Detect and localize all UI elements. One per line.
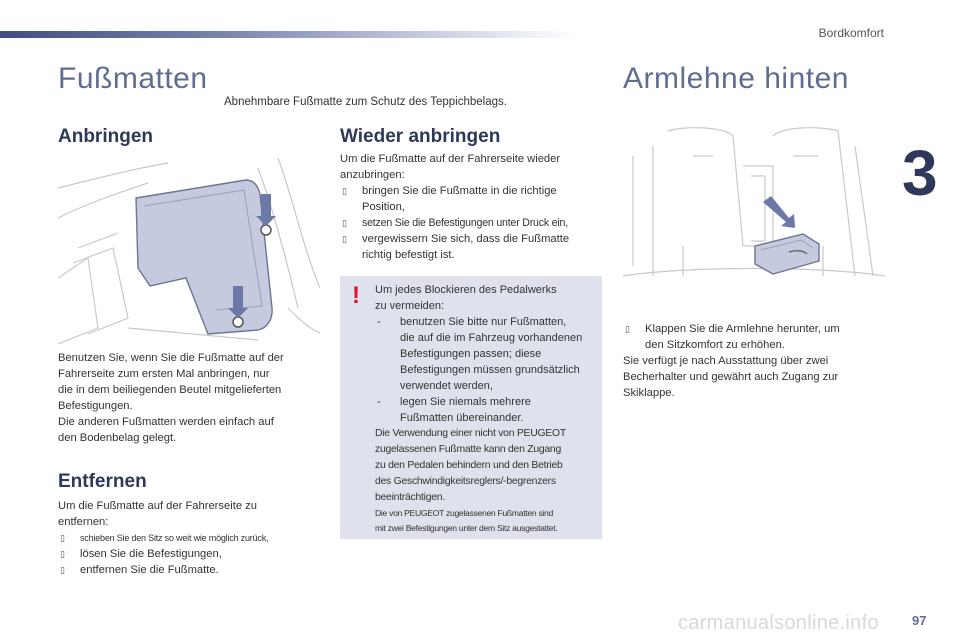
warning-box [340,276,602,539]
heading-wieder-anbringen: Wieder anbringen [340,126,501,147]
install-text: Benutzen Sie, wenn Sie die Fußmatte auf der Fahrerseite zum ersten Mal anbringen, nur die in dem beiliegenden Beutel mitgelieferten Befestigungen. Die anderen Fußmatten werden einfach auf den Bodenbelag gelegt. [58,352,284,444]
bullet-icon: ▯ [60,565,65,575]
list-item: ▯ lösen Sie die Befestigungen, [60,548,222,560]
remove-section: Um die Fußmatte auf der Fahrerseite zu entfernen: ▯ schieben Sie den Sitz so weit wie möglich zurück, ▯ lösen Sie die Befestigungen, ▯ entfernen Sie die Fußmatte. [58,498,328,578]
heading-anbringen: Anbringen [58,126,153,147]
list-item: ▯ bringen Sie die Fußmatte in die richtige Position, [342,185,557,213]
bullet-icon: ▯ [625,324,630,334]
bullet-icon: ▯ [60,533,65,543]
warning-text: Um jedes Blockieren des Pedalwerks zu vermeiden: - benutzen Sie bitte nur Fußmatten, die auf die im Fahrzeug vorhandenen Befestigungen passen; diese Befestigungen müssen grundsätzlich verwendet werden, - legen Sie niemals mehrere Fußmatten übereinander. Die Verwendung einer nicht von PEUGEOT zugelassenen Fußmatte kann den Zugang zu den Pedalen behindern und den Betrieb des Geschwindigkeitsreglers/-begrenzers beeinträchtigen. Die von PEUGEOT zugelassenen Fußmatten sind mit zwei Befestigungen unter dem Sitz ausgestattet. [375,282,597,536]
armrest-illustration [623,126,885,312]
page-subtitle: Abnehmbare Fußmatte zum Schutz des Teppichbelags. [224,96,507,108]
bullet-icon: ▯ [342,186,347,196]
list-item: ▯ vergewissern Sie sich, dass die Fußmatte richtig befestigt ist. [342,233,570,261]
warning-item: - benutzen Sie bitte nur Fußmatten, die auf die im Fahrzeug vorhandenen Befestigungen passen; diese Befestigungen müssen grundsätzlich verwendet werden, [377,316,583,392]
armrest-section: ▯ Klappen Sie die Armlehne herunter, um den Sitzkomfort zu erhöhen. Sie verfügt je nach Ausstattung über zwei Becherhalter und gewährt auch Zugang zur Skiklappe. [623,321,893,401]
heading-entfernen: Entfernen [58,471,147,492]
list-item: ▯ schieben Sie den Sitz so weit wie möglich zurück, [58,530,328,546]
list-item: ▯ Klappen Sie die Armlehne herunter, um den Sitzkomfort zu erhöhen. [625,323,840,351]
warning-footnote: Die von PEUGEOT zugelassenen Fußmatten sind mit zwei Befestigungen unter dem Sitz ausgestattet. [375,508,558,533]
page-title-fussmatten: Fußmatten [58,62,208,95]
warning-note: Die Verwendung einer nicht von PEUGEOT zugelassenen Fußmatte kann den Zugang zu den Pedalen behindern und den Betrieb des Geschwindigkeitsreglers/-begrenzers beeinträchtigen. [375,428,566,503]
warning-icon: ! [352,282,360,309]
bullet-icon: ▯ [342,218,347,228]
dash-icon: - [377,316,381,328]
dash-icon: - [377,396,381,408]
page-title-armlehne: Armlehne hinten [623,62,849,95]
list-item: ▯ setzen Sie die Befestigungen unter Druck ein, [342,217,568,229]
watermark: carmanualsonline.info [678,612,879,634]
refit-section: Um die Fußmatte auf der Fahrerseite wieder anzubringen: ▯ bringen Sie die Fußmatte in die richtige Position, ▯ setzen Sie die Befestigungen unter Druck ein, ▯ vergewissern Sie sich, dass die Fußmatte richtig befestigt ist. [340,151,608,263]
bullet-icon: ▯ [342,234,347,244]
list-item: ▯ entfernen Sie die Fußmatte. [60,564,219,576]
header-gradient-bar [0,31,575,38]
page-number: 97 [912,613,927,628]
bullet-icon: ▯ [60,549,65,559]
floor-mat-illustration [58,158,320,344]
section-label: Bordkomfort [818,26,884,40]
chapter-number: 3 [902,137,938,209]
warning-item: - legen Sie niemals mehrere Fußmatten übereinander. [377,396,531,424]
